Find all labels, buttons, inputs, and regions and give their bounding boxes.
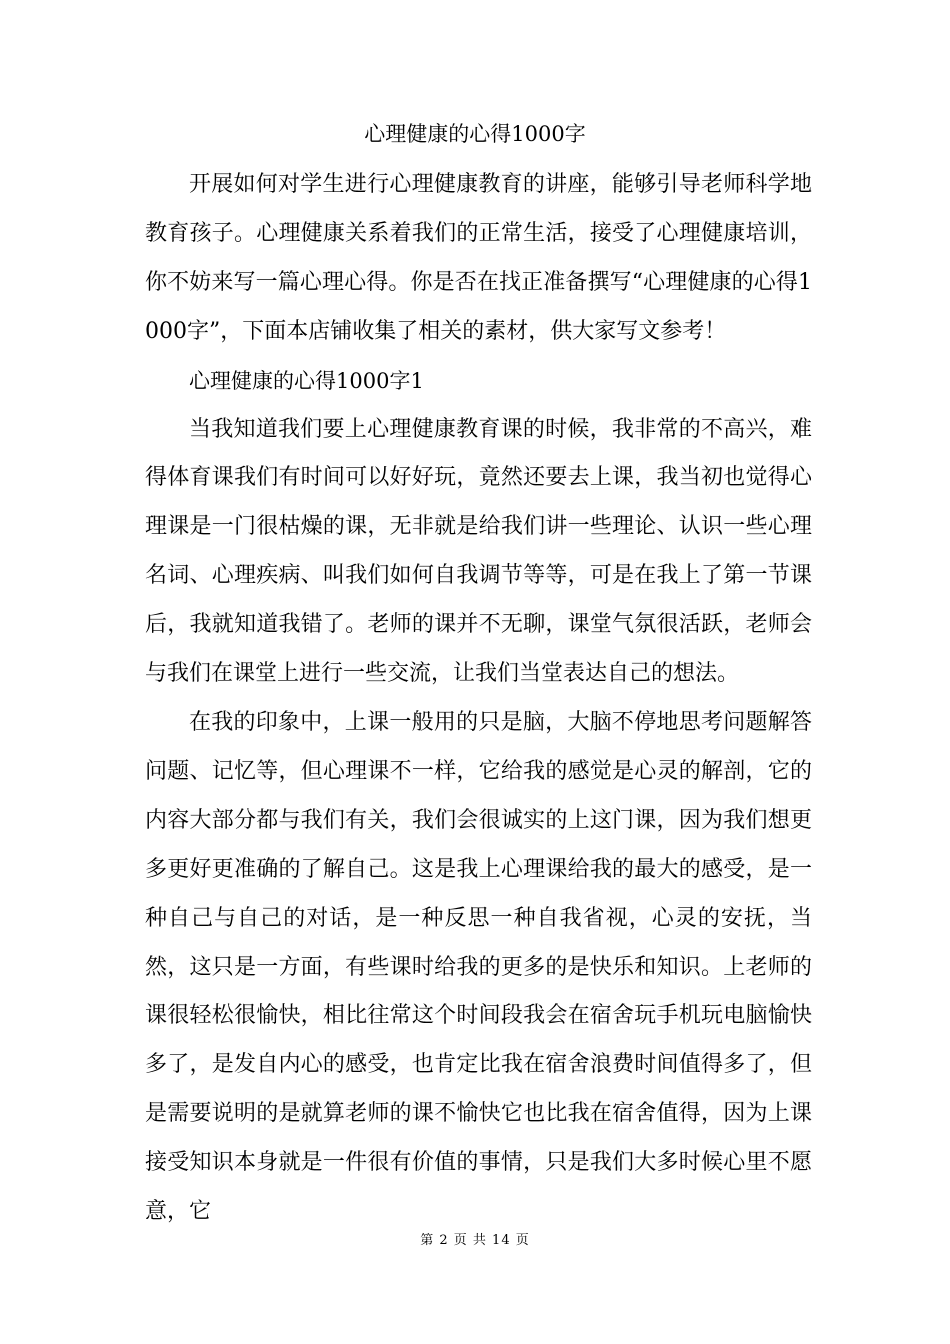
paragraph-intro: 开展如何对学生进行心理健康教育的讲座，能够引导老师科学地教育孩子。心理健康关系着我们的正常生活，接受了心理健康培训，你不妨来写一篇心理心得。你是否在找正准备撰写“心理健康的心得1000字”，下面本店铺收集了相关的素材，供大家写文参考！ bbox=[145, 172, 812, 344]
paragraph-impression: 在我的印象中，上课一般用的只是脑，大脑不停地思考问题解答问题、记忆等，但心理课不一样，它给我的感觉是心灵的解剖，它的内容大部分都与我们有关，我们会很诚实的上这门课，因为我们想更多更好更准确的了解自己。这是我上心理课给我的最大的感受，是一种自己与自己的对话，是一种反思一种自我省视，心灵的安抚，当然，这只是一方面，有些课时给我的更多的是快乐和知识。上老师的课很轻松很愉快，相比往常这个时间段我会在宿舍玩手机玩电脑愉快多了，是发自内心的感受，也肯定比我在宿舍浪费时间值得多了，但是需要说明的是就算老师的课不愉快它也比我在宿舍值得，因为上课接受知识本身就是一件很有价值的事情，只是我们大多时候心里不愿意，它 bbox=[145, 709, 812, 1225]
page-number-footer: 第 2 页 共 14 页 bbox=[420, 1233, 530, 1248]
document-title: 心理健康的心得1000字 bbox=[364, 122, 586, 146]
paragraph-first-class: 当我知道我们要上心理健康教育课的时候，我非常的不高兴，难得体育课我们有时间可以好好玩，竟然还要去上课，我当初也觉得心理课是一门很枯燥的课，无非就是给我们讲一些理论、认识一些心理名词、心理疾病、叫我们如何自我调节等等，可是在我上了第一节课后，我就知道我错了。老师的课并不无聊，课堂气氛很活跃，老师会与我们在课堂上进行一些交流，让我们当堂表达自己的想法。 bbox=[145, 416, 812, 687]
document-body bbox=[145, 161, 812, 1237]
section-heading: 心理健康的心得1000字1 bbox=[189, 368, 424, 393]
